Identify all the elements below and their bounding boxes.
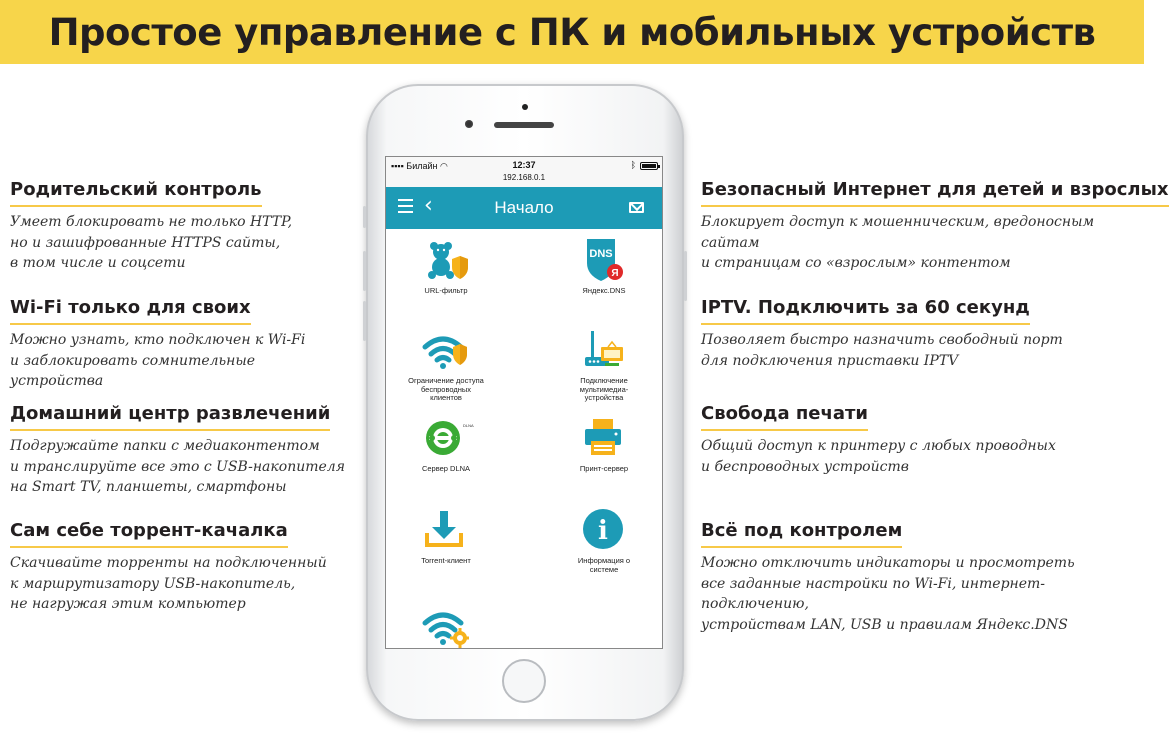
dlna-mark-text: DLNA xyxy=(463,423,474,428)
app-bar xyxy=(386,187,662,229)
feature-safe-internet xyxy=(701,179,1169,274)
wifi-shield-icon xyxy=(423,327,469,373)
back-arrow-icon[interactable]: ‹ xyxy=(424,193,433,218)
tile-yandex-dns[interactable] xyxy=(544,237,664,296)
download-icon xyxy=(423,507,469,553)
feature-description: Общий доступ к принтеру с любых проводных и беспроводных устройств xyxy=(701,438,1056,475)
feature-home-entertainment xyxy=(10,403,350,498)
feature-grid xyxy=(386,229,662,650)
tile-label: Подключение мультимедиа- устройства xyxy=(579,376,629,402)
feature-iptv xyxy=(701,297,1141,371)
tile-label: Принт-сервер xyxy=(579,464,629,473)
tile-system-info[interactable] xyxy=(544,507,664,574)
tile-torrent-client[interactable] xyxy=(386,507,506,566)
address-bar-url[interactable]: 192.168.0.1 xyxy=(502,173,546,182)
feature-title: IPTV. Подключить за 60 секунд xyxy=(701,297,1030,325)
feature-title: Домашний центр развлечений xyxy=(10,403,330,431)
feature-description: Можно узнать, кто подключен к Wi-Fi и заблокировать сомнительные устройства xyxy=(10,332,306,389)
smartphone xyxy=(366,84,684,721)
feature-description: Скачивайте торренты на подключенный к маршрутизатору USB-накопитель, не нагружая этим компьютер xyxy=(10,555,327,612)
tile-label: URL-фильтр xyxy=(424,286,468,295)
feature-title: Безопасный Интернет для детей и взрослых xyxy=(701,179,1169,207)
feature-description: Блокирует доступ к мошенническим, вредоносным сайтам и страницам со «взрослым» контентом xyxy=(701,214,1095,271)
phone-screen xyxy=(385,156,663,649)
tile-label: Ограничение доступа беспроводных клиентов xyxy=(408,376,484,402)
feature-description: Подгружайте папки с медиаконтентом и транслируйте все это с USB-накопителя на Smart TV, планшеты, смартфоны xyxy=(10,438,345,495)
dlna-icon xyxy=(423,415,474,461)
tile-wifi-settings[interactable] xyxy=(386,603,506,649)
earpiece-speaker xyxy=(494,122,554,128)
dns-shield-icon xyxy=(581,237,627,283)
tile-url-filter[interactable] xyxy=(386,237,506,296)
signal-icon: ▪▪▪▪ xyxy=(391,161,404,171)
mute-switch xyxy=(363,206,366,228)
feature-title: Родительский контроль xyxy=(10,179,262,207)
tile-wireless-restriction[interactable] xyxy=(386,327,506,403)
volume-down-button xyxy=(363,301,366,341)
banner-title: Простое управление с ПК и мобильных устройств xyxy=(48,10,1096,54)
feature-title: Свобода печати xyxy=(701,403,868,431)
wifi-status-icon: ◠ xyxy=(440,161,448,171)
feature-title: Wi-Fi только для своих xyxy=(10,297,251,325)
tile-print-server[interactable] xyxy=(544,415,664,474)
volume-up-button xyxy=(363,251,366,291)
battery-icon xyxy=(640,162,658,170)
home-button[interactable] xyxy=(502,659,546,703)
mail-icon[interactable] xyxy=(629,202,644,213)
carrier-name: Билайн xyxy=(406,161,438,171)
teddy-bear-shield-icon xyxy=(423,237,469,283)
tile-multimedia[interactable] xyxy=(544,327,664,403)
dns-icon-text: DNS xyxy=(589,248,613,260)
bluetooth-icon: ᛒ xyxy=(630,160,636,170)
front-camera xyxy=(465,120,473,128)
wifi-settings-icon xyxy=(423,603,469,649)
router-tv-icon xyxy=(581,327,627,373)
info-icon xyxy=(581,507,627,553)
feature-print xyxy=(701,403,1141,477)
header-banner xyxy=(0,0,1144,64)
feature-parental-control xyxy=(10,179,350,274)
power-button xyxy=(684,251,687,301)
tile-label: Информация о системе xyxy=(577,556,631,574)
tile-label: Torrent-клиент xyxy=(421,556,471,565)
feature-description: Можно отключить индикаторы и просмотреть все заданные настройки по Wi-Fi, интернет-подключению, устройствам LAN, USB и правилам Яндекс.DNS xyxy=(701,555,1075,633)
feature-title: Всё под контролем xyxy=(701,520,902,548)
app-bar-title: Начало xyxy=(494,198,554,217)
tile-label: Сервер DLNA xyxy=(421,464,471,473)
feature-description: Позволяет быстро назначить свободный порт для подключения приставки IPTV xyxy=(701,332,1063,369)
tile-dlna-server[interactable] xyxy=(386,415,506,474)
clock: 12:37 xyxy=(512,160,536,170)
info-icon-text: i xyxy=(598,516,608,546)
printer-icon xyxy=(581,415,627,461)
feature-description: Умеет блокировать не только HTTP, но и зашифрованные HTTPS сайты, в том числе и соцсети xyxy=(10,214,293,271)
feature-title: Сам себе торрент-качалка xyxy=(10,520,288,548)
feature-control xyxy=(701,520,1141,635)
feature-wifi-own xyxy=(10,297,350,392)
feature-torrent xyxy=(10,520,350,615)
status-bar xyxy=(386,157,662,187)
sensor-dot xyxy=(522,104,528,110)
tile-label: Яндекс.DNS xyxy=(582,286,626,295)
yandex-badge-text: Я xyxy=(611,268,619,279)
